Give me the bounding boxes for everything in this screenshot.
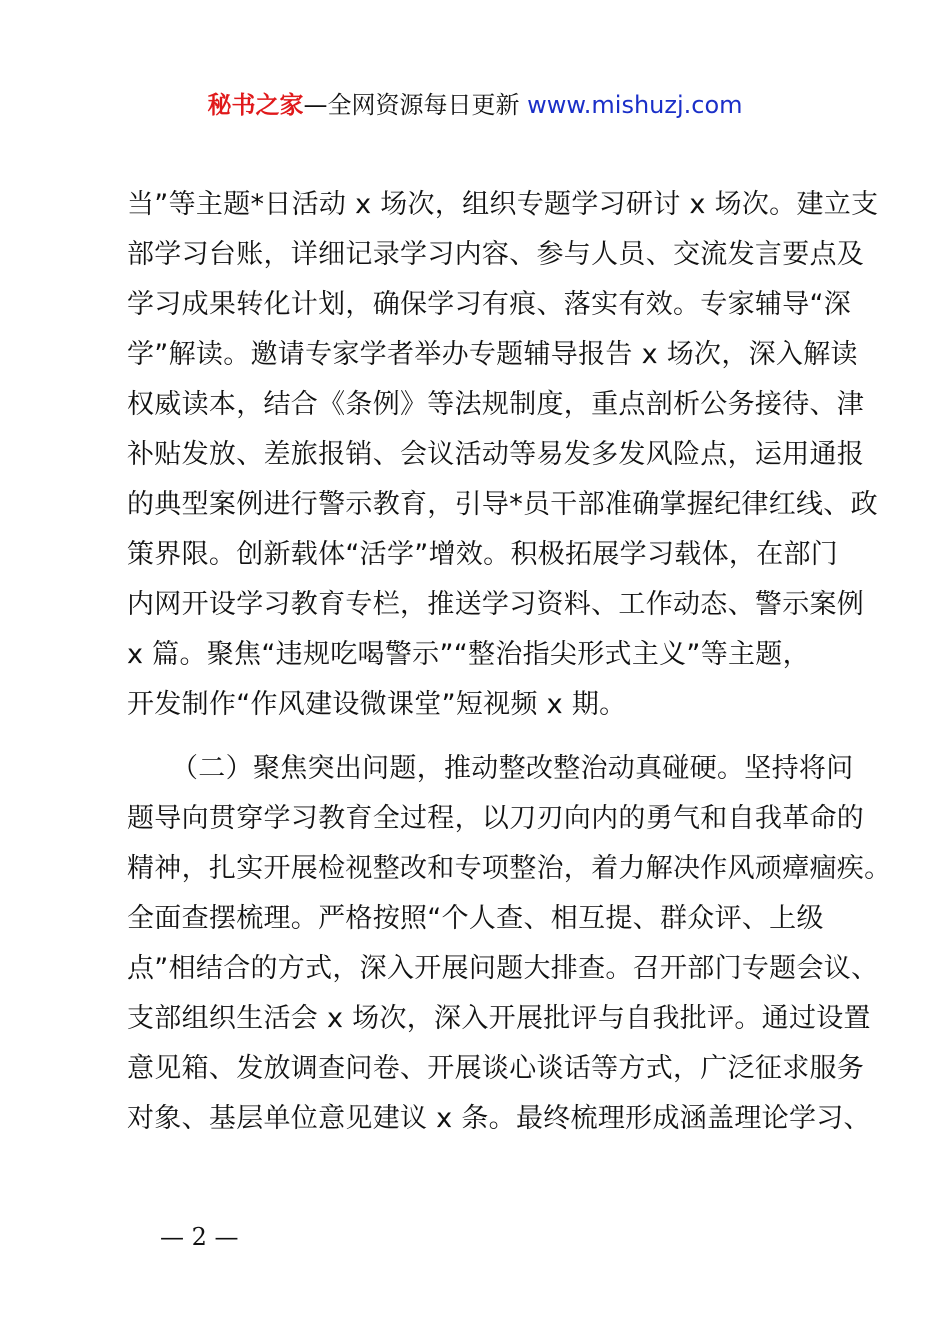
text-line: 对象、基层单位意见建议 x 条。最终梳理形成涵盖理论学习、 — [127, 1103, 871, 1134]
text-line: 当”等主题*日活动 x 场次，组织专题学习研讨 x 场次。建立支 — [127, 189, 879, 220]
site-slogan: —全网资源每日更新 — [303, 91, 528, 119]
text-line: 的典型案例进行警示教育，引导*员干部准确掌握纪律红线、政 — [127, 489, 878, 520]
text-line: 内网开设学习教育专栏，推送学习资料、工作动态、警示案例 — [127, 589, 865, 620]
text-line: 题导向贯穿学习教育全过程，以刀刃向内的勇气和自我革命的 — [127, 803, 865, 834]
paragraph-1 — [127, 180, 879, 730]
text-line: 补贴发放、差旅报销、会议活动等易发多发风险点，运用通报 — [127, 439, 865, 470]
text-line: 精神，扎实开展检视整改和专项整治，着力解决作风顽瘴痼疾。 — [127, 853, 892, 884]
text-line: 支部组织生活会 x 场次，深入开展批评与自我批评。通过设置 — [127, 1003, 871, 1034]
paragraph-2 — [127, 744, 892, 1144]
site-url-link[interactable]: www.mishuzj.com — [527, 91, 743, 119]
text-line: 意见箱、发放调查问卷、开展谈心谈话等方式，广泛征求服务 — [127, 1053, 865, 1084]
document-body — [127, 180, 892, 1144]
text-line: 部学习台账，详细记录学习内容、参与人员、交流发言要点及 — [127, 239, 865, 270]
text-line: （二）聚焦突出问题，推动整改整治动真碰硬。坚持将问 — [171, 753, 854, 784]
text-line: 全面查摆梳理。严格按照“个人查、相互提、群众评、上级 — [127, 903, 824, 934]
text-line: 权威读本，结合《条例》等法规制度，重点剖析公务接待、津 — [127, 389, 865, 420]
page-header — [0, 88, 950, 122]
text-line: 学习成果转化计划，确保学习有痕、落实有效。专家辅导“深 — [127, 289, 852, 320]
page-number: — 2 — — [160, 1223, 239, 1251]
text-line: x 篇。聚焦“违规吃喝警示”“整治指尖形式主义”等主题， — [127, 639, 810, 670]
text-line: 点”相结合的方式，深入开展问题大排查。召开部门专题会议、 — [127, 953, 879, 984]
text-line: 开发制作“作风建设微课堂”短视频 x 期。 — [127, 689, 627, 720]
site-name: 秘书之家 — [207, 91, 304, 119]
text-line: 策界限。创新载体“活学”增效。积极拓展学习载体，在部门 — [127, 539, 839, 570]
paragraph-gap — [127, 730, 837, 744]
text-line: 学”解读。邀请专家学者举办专题辅导报告 x 场次，深入解读 — [127, 339, 858, 370]
